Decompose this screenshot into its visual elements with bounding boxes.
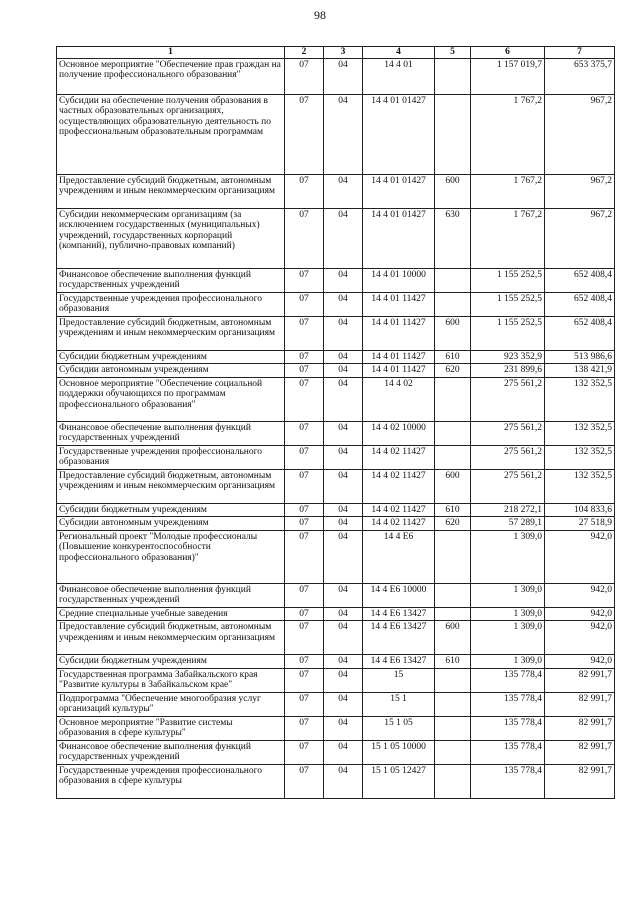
target-article-cell: 15 bbox=[363, 668, 435, 692]
section-cell: 07 bbox=[285, 58, 324, 94]
section-cell: 07 bbox=[285, 316, 324, 350]
target-article-cell: 14 4 01 10000 bbox=[363, 268, 435, 292]
target-article-cell: 14 4 01 11427 bbox=[363, 316, 435, 350]
row-name-cell: Средние специальные учебные заведения bbox=[57, 607, 285, 621]
section-cell: 07 bbox=[285, 692, 324, 716]
subsection-cell: 04 bbox=[324, 292, 363, 316]
target-article-cell: 14 4 E6 13427 bbox=[363, 655, 435, 669]
amount-year2-cell: 942,0 bbox=[545, 607, 615, 621]
row-name-cell: Субсидии автономным учреждениям bbox=[57, 364, 285, 378]
row-name-cell: Финансовое обеспечение выполнения функций государственных учреждений bbox=[57, 740, 285, 764]
section-cell: 07 bbox=[285, 469, 324, 503]
amount-year2-cell: 27 518,9 bbox=[545, 517, 615, 531]
table-row bbox=[57, 445, 615, 469]
section-cell: 07 bbox=[285, 655, 324, 669]
target-article-cell: 14 4 02 11427 bbox=[363, 517, 435, 531]
amount-year1-cell: 135 778,4 bbox=[471, 716, 545, 740]
section-cell: 07 bbox=[285, 517, 324, 531]
subsection-cell: 04 bbox=[324, 421, 363, 445]
amount-year2-cell: 967,2 bbox=[545, 94, 615, 174]
row-name-cell: Предоставление субсидий бюджетным, автономным учреждениям и иным некоммерческим организациям bbox=[57, 316, 285, 350]
column-header: 3 bbox=[324, 47, 363, 59]
section-cell: 07 bbox=[285, 716, 324, 740]
amount-year2-cell: 652 408,4 bbox=[545, 268, 615, 292]
target-article-cell: 15 1 05 12427 bbox=[363, 764, 435, 798]
section-cell: 07 bbox=[285, 174, 324, 208]
amount-year2-cell: 132 352,5 bbox=[545, 445, 615, 469]
expense-type-cell: 600 bbox=[435, 316, 471, 350]
table-row bbox=[57, 716, 615, 740]
column-header: 7 bbox=[545, 47, 615, 59]
expense-type-cell bbox=[435, 764, 471, 798]
amount-year1-cell: 1 155 252,5 bbox=[471, 292, 545, 316]
table-row bbox=[57, 292, 615, 316]
target-article-cell: 14 4 01 bbox=[363, 58, 435, 94]
target-article-cell: 14 4 01 11427 bbox=[363, 364, 435, 378]
subsection-cell: 04 bbox=[324, 583, 363, 607]
row-name-cell: Предоставление субсидий бюджетным, автономным учреждениям и иным некоммерческим организациям bbox=[57, 621, 285, 655]
expense-type-cell bbox=[435, 583, 471, 607]
target-article-cell: 14 4 01 11427 bbox=[363, 292, 435, 316]
table-row bbox=[57, 517, 615, 531]
expense-type-cell bbox=[435, 445, 471, 469]
amount-year2-cell: 132 352,5 bbox=[545, 469, 615, 503]
table-row bbox=[57, 607, 615, 621]
subsection-cell: 04 bbox=[324, 208, 363, 268]
target-article-cell: 14 4 01 01427 bbox=[363, 208, 435, 268]
expense-type-cell: 610 bbox=[435, 350, 471, 364]
target-article-cell: 14 4 02 11427 bbox=[363, 469, 435, 503]
row-name-cell: Предоставление субсидий бюджетным, автономным учреждениям и иным некоммерческим организациям bbox=[57, 174, 285, 208]
amount-year1-cell: 1 309,0 bbox=[471, 655, 545, 669]
table-row bbox=[57, 469, 615, 503]
expense-type-cell bbox=[435, 668, 471, 692]
table-row bbox=[57, 350, 615, 364]
amount-year1-cell: 135 778,4 bbox=[471, 668, 545, 692]
table-row bbox=[57, 58, 615, 94]
amount-year2-cell: 942,0 bbox=[545, 583, 615, 607]
amount-year2-cell: 652 408,4 bbox=[545, 292, 615, 316]
expense-type-cell: 610 bbox=[435, 655, 471, 669]
row-name-cell: Региональный проект "Молодые профессионалы (Повышение конкурентоспособности профессионального образования)" bbox=[57, 530, 285, 583]
table-row bbox=[57, 208, 615, 268]
amount-year1-cell: 1 309,0 bbox=[471, 621, 545, 655]
amount-year1-cell: 135 778,4 bbox=[471, 692, 545, 716]
row-name-cell: Субсидии на обеспечение получения образования в частных образовательных организациях, осуществляющих образовательную деятельность по профессиональным образовательным программам bbox=[57, 94, 285, 174]
amount-year1-cell: 231 899,6 bbox=[471, 364, 545, 378]
row-name-cell: Субсидии некоммерческим организациям (за исключением государственных (муниципальных) учреждений, государственных корпораций (компаний), публично-правовых компаний) bbox=[57, 208, 285, 268]
amount-year2-cell: 82 991,7 bbox=[545, 740, 615, 764]
expense-type-cell bbox=[435, 58, 471, 94]
amount-year1-cell: 1 155 252,5 bbox=[471, 268, 545, 292]
amount-year1-cell: 275 561,2 bbox=[471, 469, 545, 503]
target-article-cell: 14 4 E6 13427 bbox=[363, 607, 435, 621]
amount-year1-cell: 218 272,1 bbox=[471, 503, 545, 517]
row-name-cell: Основное мероприятие "Обеспечение социальной поддержки обучающихся по программам профессионального образования" bbox=[57, 377, 285, 421]
budget-table bbox=[56, 46, 615, 799]
target-article-cell: 14 4 E6 10000 bbox=[363, 583, 435, 607]
subsection-cell: 04 bbox=[324, 94, 363, 174]
subsection-cell: 04 bbox=[324, 668, 363, 692]
amount-year1-cell: 1 767,2 bbox=[471, 94, 545, 174]
amount-year2-cell: 82 991,7 bbox=[545, 692, 615, 716]
row-name-cell: Субсидии бюджетным учреждениям bbox=[57, 503, 285, 517]
table-row bbox=[57, 692, 615, 716]
subsection-cell: 04 bbox=[324, 364, 363, 378]
row-name-cell: Финансовое обеспечение выполнения функций государственных учреждений bbox=[57, 421, 285, 445]
amount-year1-cell: 1 309,0 bbox=[471, 607, 545, 621]
subsection-cell: 04 bbox=[324, 174, 363, 208]
expense-type-cell: 600 bbox=[435, 174, 471, 208]
subsection-cell: 04 bbox=[324, 350, 363, 364]
amount-year1-cell: 57 289,1 bbox=[471, 517, 545, 531]
expense-type-cell: 600 bbox=[435, 621, 471, 655]
row-name-cell: Государственные учреждения профессионального образования в сфере культуры bbox=[57, 764, 285, 798]
amount-year2-cell: 942,0 bbox=[545, 621, 615, 655]
subsection-cell: 04 bbox=[324, 469, 363, 503]
amount-year2-cell: 104 833,6 bbox=[545, 503, 615, 517]
row-name-cell: Субсидии автономным учреждениям bbox=[57, 517, 285, 531]
section-cell: 07 bbox=[285, 668, 324, 692]
expense-type-cell bbox=[435, 94, 471, 174]
amount-year2-cell: 967,2 bbox=[545, 208, 615, 268]
target-article-cell: 14 4 01 01427 bbox=[363, 174, 435, 208]
section-cell: 07 bbox=[285, 208, 324, 268]
expense-type-cell bbox=[435, 268, 471, 292]
section-cell: 07 bbox=[285, 364, 324, 378]
amount-year1-cell: 135 778,4 bbox=[471, 764, 545, 798]
section-cell: 07 bbox=[285, 445, 324, 469]
column-header: 6 bbox=[471, 47, 545, 59]
section-cell: 07 bbox=[285, 530, 324, 583]
table-row bbox=[57, 316, 615, 350]
row-name-cell: Субсидии бюджетным учреждениям bbox=[57, 655, 285, 669]
amount-year2-cell: 513 986,6 bbox=[545, 350, 615, 364]
page-number: 98 bbox=[314, 8, 326, 22]
amount-year1-cell: 1 309,0 bbox=[471, 530, 545, 583]
target-article-cell: 15 1 bbox=[363, 692, 435, 716]
table-row bbox=[57, 764, 615, 798]
subsection-cell: 04 bbox=[324, 377, 363, 421]
column-header: 2 bbox=[285, 47, 324, 59]
row-name-cell: Финансовое обеспечение выполнения функций государственных учреждений bbox=[57, 268, 285, 292]
amount-year2-cell: 653 375,7 bbox=[545, 58, 615, 94]
row-name-cell: Субсидии бюджетным учреждениям bbox=[57, 350, 285, 364]
section-cell: 07 bbox=[285, 764, 324, 798]
section-cell: 07 bbox=[285, 740, 324, 764]
amount-year1-cell: 1 155 252,5 bbox=[471, 316, 545, 350]
subsection-cell: 04 bbox=[324, 740, 363, 764]
expense-type-cell: 610 bbox=[435, 503, 471, 517]
expense-type-cell: 600 bbox=[435, 469, 471, 503]
target-article-cell: 14 4 02 10000 bbox=[363, 421, 435, 445]
amount-year1-cell: 1 767,2 bbox=[471, 208, 545, 268]
table-row bbox=[57, 530, 615, 583]
section-cell: 07 bbox=[285, 607, 324, 621]
expense-type-cell: 620 bbox=[435, 517, 471, 531]
expense-type-cell: 630 bbox=[435, 208, 471, 268]
table-row bbox=[57, 668, 615, 692]
amount-year1-cell: 923 352,9 bbox=[471, 350, 545, 364]
expense-type-cell bbox=[435, 292, 471, 316]
column-header: 5 bbox=[435, 47, 471, 59]
amount-year1-cell: 1 309,0 bbox=[471, 583, 545, 607]
target-article-cell: 15 1 05 10000 bbox=[363, 740, 435, 764]
target-article-cell: 14 4 E6 bbox=[363, 530, 435, 583]
section-cell: 07 bbox=[285, 94, 324, 174]
table-row bbox=[57, 740, 615, 764]
subsection-cell: 04 bbox=[324, 503, 363, 517]
expense-type-cell bbox=[435, 421, 471, 445]
amount-year2-cell: 132 352,5 bbox=[545, 421, 615, 445]
subsection-cell: 04 bbox=[324, 268, 363, 292]
table-row bbox=[57, 621, 615, 655]
target-article-cell: 14 4 02 11427 bbox=[363, 503, 435, 517]
subsection-cell: 04 bbox=[324, 445, 363, 469]
amount-year2-cell: 82 991,7 bbox=[545, 764, 615, 798]
section-cell: 07 bbox=[285, 377, 324, 421]
row-name-cell: Основное мероприятие "Развитие системы образования в сфере культуры" bbox=[57, 716, 285, 740]
expense-type-cell bbox=[435, 740, 471, 764]
section-cell: 07 bbox=[285, 621, 324, 655]
subsection-cell: 04 bbox=[324, 607, 363, 621]
subsection-cell: 04 bbox=[324, 621, 363, 655]
section-cell: 07 bbox=[285, 292, 324, 316]
row-name-cell: Основное мероприятие "Обеспечение прав граждан на получение профессионального образования" bbox=[57, 58, 285, 94]
amount-year2-cell: 132 352,5 bbox=[545, 377, 615, 421]
row-name-cell: Финансовое обеспечение выполнения функций государственных учреждений bbox=[57, 583, 285, 607]
amount-year2-cell: 652 408,4 bbox=[545, 316, 615, 350]
expense-type-cell bbox=[435, 692, 471, 716]
target-article-cell: 14 4 E6 13427 bbox=[363, 621, 435, 655]
amount-year1-cell: 275 561,2 bbox=[471, 421, 545, 445]
table-row bbox=[57, 503, 615, 517]
subsection-cell: 04 bbox=[324, 716, 363, 740]
amount-year1-cell: 275 561,2 bbox=[471, 377, 545, 421]
amount-year1-cell: 1 767,2 bbox=[471, 174, 545, 208]
table-row bbox=[57, 364, 615, 378]
amount-year2-cell: 942,0 bbox=[545, 530, 615, 583]
amount-year2-cell: 967,2 bbox=[545, 174, 615, 208]
expense-type-cell bbox=[435, 716, 471, 740]
table-row bbox=[57, 94, 615, 174]
table-row bbox=[57, 174, 615, 208]
target-article-cell: 14 4 02 11427 bbox=[363, 445, 435, 469]
table-row bbox=[57, 583, 615, 607]
subsection-cell: 04 bbox=[324, 764, 363, 798]
column-header: 1 bbox=[57, 47, 285, 59]
amount-year1-cell: 1 157 019,7 bbox=[471, 58, 545, 94]
target-article-cell: 14 4 01 11427 bbox=[363, 350, 435, 364]
subsection-cell: 04 bbox=[324, 517, 363, 531]
row-name-cell: Государственная программа Забайкальского края "Развитие культуры в Забайкальском крае" bbox=[57, 668, 285, 692]
expense-type-cell bbox=[435, 607, 471, 621]
subsection-cell: 04 bbox=[324, 692, 363, 716]
target-article-cell: 15 1 05 bbox=[363, 716, 435, 740]
column-header: 4 bbox=[363, 47, 435, 59]
section-cell: 07 bbox=[285, 421, 324, 445]
amount-year2-cell: 82 991,7 bbox=[545, 668, 615, 692]
expense-type-cell bbox=[435, 377, 471, 421]
amount-year2-cell: 82 991,7 bbox=[545, 716, 615, 740]
section-cell: 07 bbox=[285, 583, 324, 607]
subsection-cell: 04 bbox=[324, 655, 363, 669]
amount-year2-cell: 942,0 bbox=[545, 655, 615, 669]
amount-year2-cell: 138 421,9 bbox=[545, 364, 615, 378]
table-row bbox=[57, 655, 615, 669]
row-name-cell: Государственные учреждения профессионального образования bbox=[57, 445, 285, 469]
section-cell: 07 bbox=[285, 268, 324, 292]
header-row bbox=[57, 47, 615, 59]
row-name-cell: Подпрограмма "Обеспечение многообразия услуг организаций культуры" bbox=[57, 692, 285, 716]
target-article-cell: 14 4 01 01427 bbox=[363, 94, 435, 174]
amount-year1-cell: 135 778,4 bbox=[471, 740, 545, 764]
table-row bbox=[57, 421, 615, 445]
section-cell: 07 bbox=[285, 503, 324, 517]
subsection-cell: 04 bbox=[324, 58, 363, 94]
table-body bbox=[57, 58, 615, 798]
row-name-cell: Государственные учреждения профессионального образования bbox=[57, 292, 285, 316]
table-row bbox=[57, 377, 615, 421]
section-cell: 07 bbox=[285, 350, 324, 364]
amount-year1-cell: 275 561,2 bbox=[471, 445, 545, 469]
expense-type-cell bbox=[435, 530, 471, 583]
expense-type-cell: 620 bbox=[435, 364, 471, 378]
subsection-cell: 04 bbox=[324, 530, 363, 583]
row-name-cell: Предоставление субсидий бюджетным, автономным учреждениям и иным некоммерческим организациям bbox=[57, 469, 285, 503]
table-row bbox=[57, 268, 615, 292]
subsection-cell: 04 bbox=[324, 316, 363, 350]
target-article-cell: 14 4 02 bbox=[363, 377, 435, 421]
